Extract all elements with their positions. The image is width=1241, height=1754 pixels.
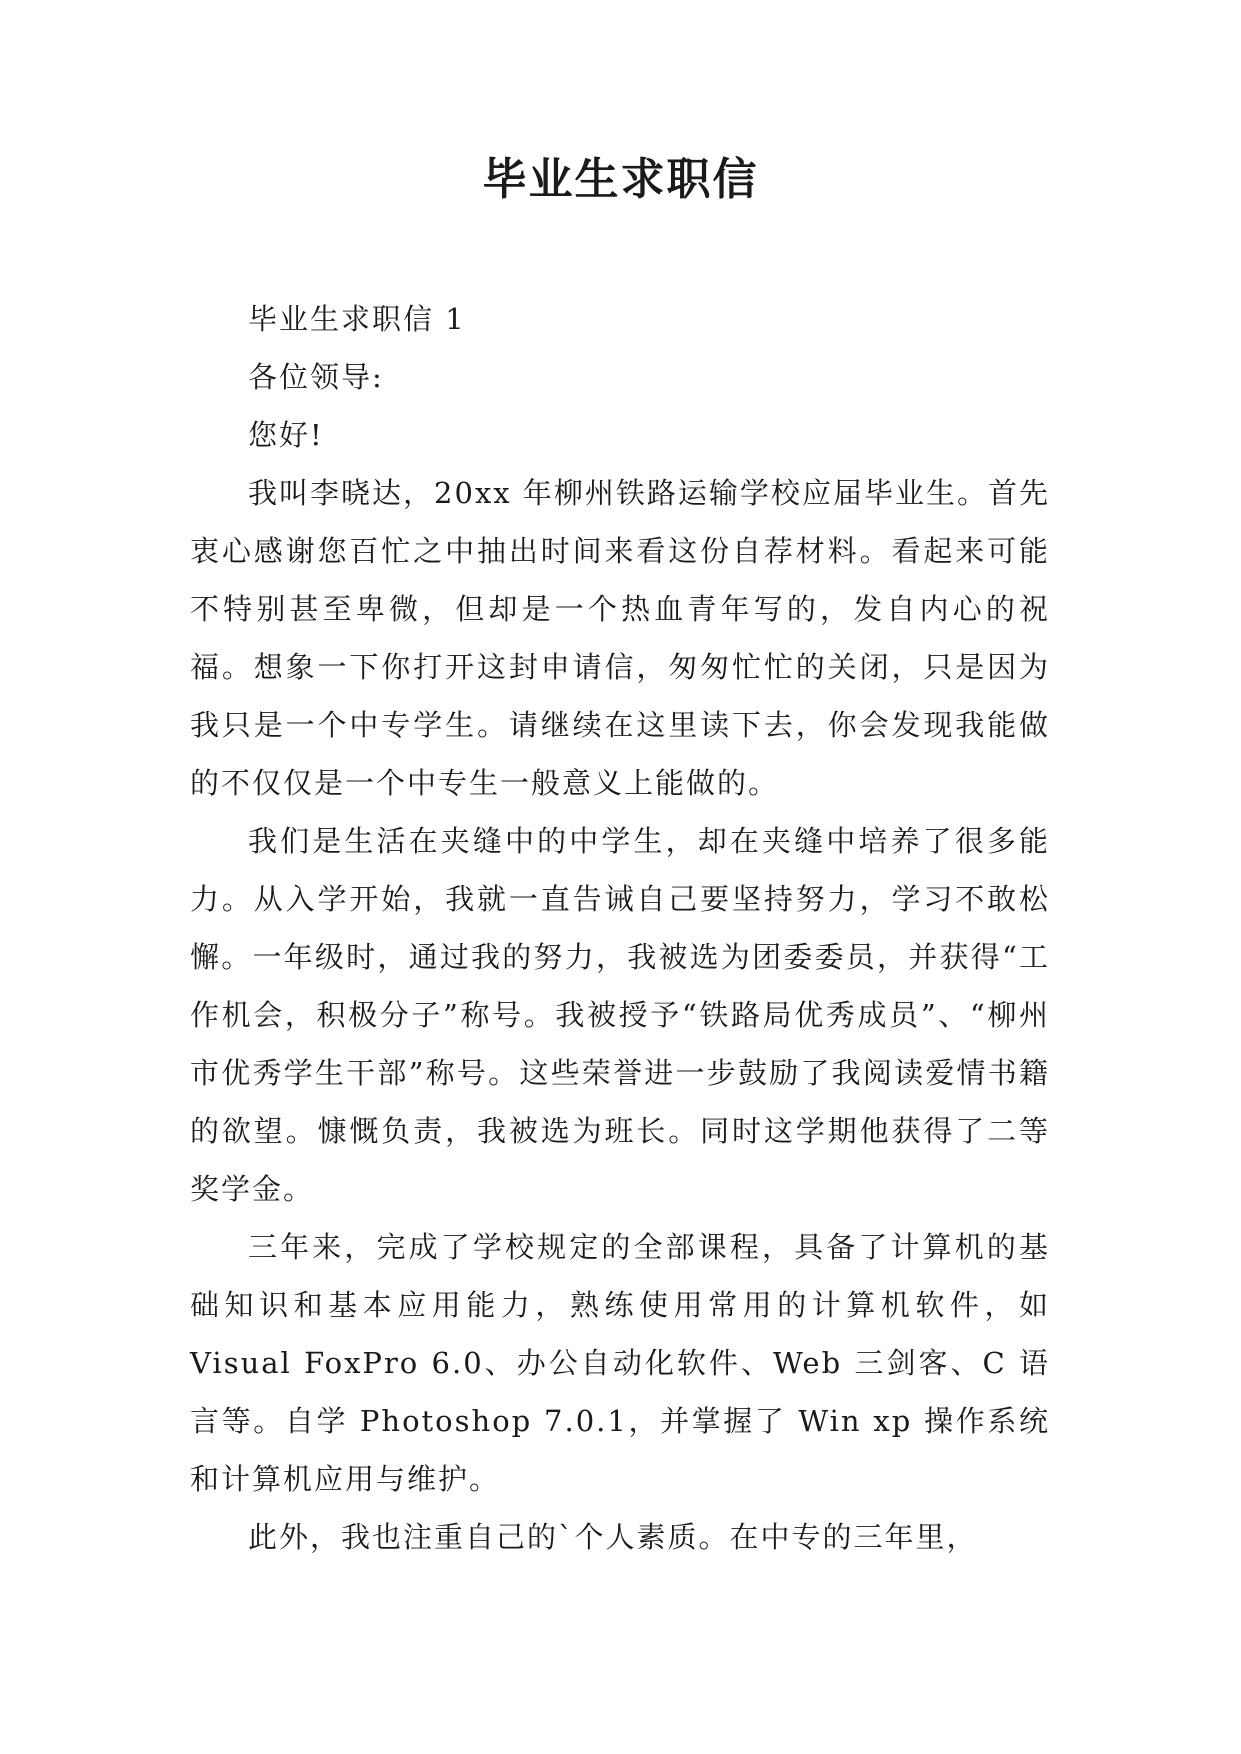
- salutation: 各位领导:: [248, 360, 384, 394]
- section-heading: 毕业生求职信 1: [248, 302, 466, 336]
- paragraph-personal-quality: 此外，我也注重自己的`个人素质。在中专的三年里，: [248, 1520, 978, 1554]
- document-body: [190, 290, 1050, 1566]
- document-title: 毕业生求职信: [482, 154, 759, 205]
- paragraph-introduction: 我叫李晓达，20xx 年柳州铁路运输学校应届毕业生。首先衷心感谢您百忙之中抽出时间来看这份自荐材料。看起来可能不特别甚至卑微，但却是一个热血青年写的，发自内心的祝福。想象一下你打开这封申请信，匆匆忙忙的关闭，只是因为我只是一个中专学生。请继续在这里读下去，你会发现我能做的不仅仅是一个中专生一般意义上能做的。: [190, 476, 1050, 800]
- paragraph-achievements: 我们是生活在夹缝中的中学生，却在夹缝中培养了很多能力。从入学开始，我就一直告诫自己要坚持努力，学习不敢松懈。一年级时，通过我的努力，我被选为团委委员，并获得“工作机会，积极分子”称号。我被授予“铁路局优秀成员”、“柳州市优秀学生干部”称号。这些荣誉进一步鼓励了我阅读爱情书籍的欲望。慷慨负责，我被选为班长。同时这学期他获得了二等奖学金。: [190, 824, 1050, 1206]
- paragraph-skills: 三年来，完成了学校规定的全部课程，具备了计算机的基础知识和基本应用能力，熟练使用常用的计算机软件，如 Visual FoxPro 6.0、办公自动化软件、Web 三剑客、C 语言等。自学 Photoshop 7.0.1，并掌握了 Win xp 操作系统和计算机应用与维护。: [190, 1230, 1050, 1496]
- greeting: 您好!: [248, 418, 324, 452]
